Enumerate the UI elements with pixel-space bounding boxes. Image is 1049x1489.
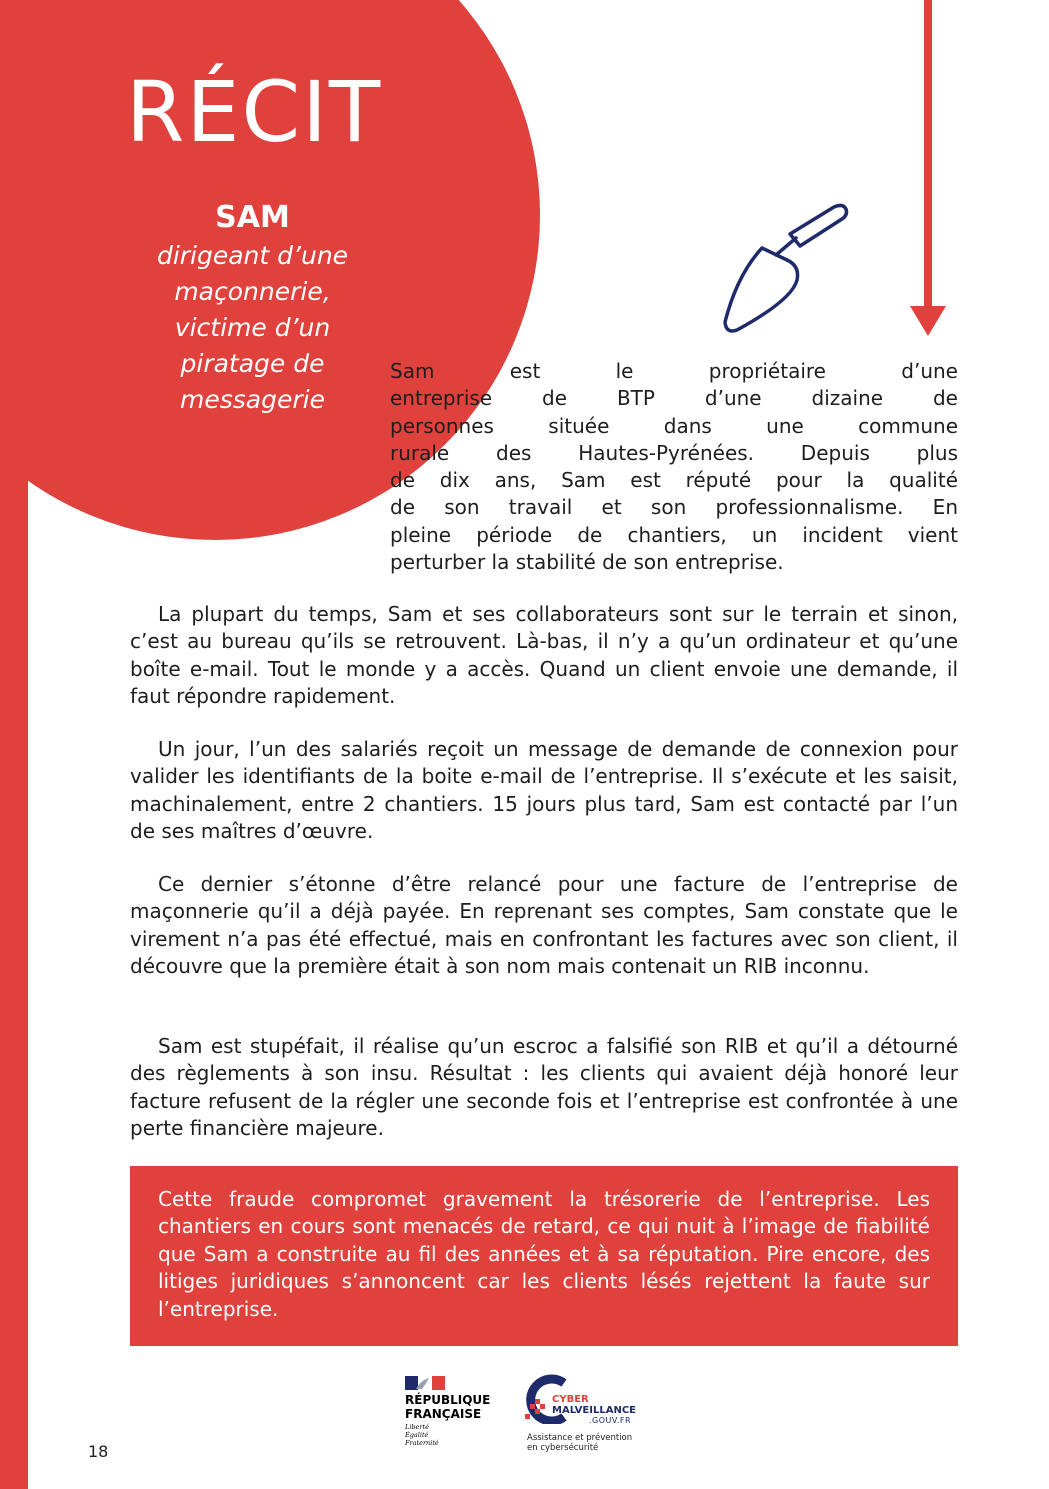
intro-line: pleine période de chantiers, un incident vient	[390, 522, 958, 547]
intro-line: Sam est le propriétaire d’une	[390, 359, 958, 383]
page-title: RÉCIT	[126, 63, 383, 161]
body-paragraph-4: Sam est stupéfait, il réalise qu’un escroc a falsifié son RIB et qu’il a détourné des règlements à son insu. Résultat : les clients qui avaient déjà honoré leur facture refusent de la régler une seconde fois et l’entreprise est confrontée à une perte financière majeure.	[130, 1034, 958, 1140]
body-paragraph-1: La plupart du temps, Sam et ses collaborateurs sont sur le terrain et sinon, c’est au bureau qu’ils se retrouvent. Là-bas, il n’y a qu’un ordinateur et qu’une boîte e-mail. Tout le monde y a accès. Quand un client envoie une demande, il faut répondre rapidement.	[130, 602, 958, 708]
intro-text	[390, 358, 958, 576]
body-paragraph-2: Un jour, l’un des salariés reçoit un message de demande de connexion pour valider les identifiants de la boite e-mail de l’entreprise. Il s’exécute et les saisit, machinalement, entre 2 chantiers. 15 jours plus tard, Sam est contacté par l’un de ses maîtres d’œuvre.	[130, 737, 958, 843]
arrow-down-icon	[924, 0, 932, 310]
trowel-icon	[712, 200, 857, 340]
intro-line: entreprise de BTP d’une dizaine de	[390, 386, 958, 411]
intro-line: rurale des Hautes-Pyrénées. Depuis plus	[390, 440, 958, 465]
cybermalveillance-logo	[520, 1374, 670, 1464]
callout-box	[130, 1166, 958, 1346]
intro-line: personnes située dans une commune	[390, 413, 958, 438]
body-paragraph-3: Ce dernier s’étonne d’être relancé pour une facture de l’entreprise de maçonnerie qu’il a déjà payée. En reprenant ses comptes, Sam constate que le virement n’a pas été effectué, mais en confrontant les factures avec son client, il découvre que la première était à son nom mais contenait un RIB inconnu.	[130, 872, 958, 978]
marianne-flag-icon	[405, 1376, 445, 1390]
callout-text: Cette fraude compromet gravement la trésorerie de l’entreprise. Les chantiers en cours sont menacés de retard, ce qui nuit à l’image de fiabilité que Sam a construite au fil des années et à sa réputation. Pire encore, des litiges juridiques s’annoncent car les clients lésés rejettent la faute sur l’entreprise.	[158, 1187, 930, 1321]
person-description: dirigeant d’une maçonnerie, victime d’un piratage de messagerie	[156, 241, 349, 414]
intro-line: de dix ans, Sam est réputé pour la qualité	[390, 468, 958, 493]
person-name: SAM	[215, 200, 290, 235]
intro-line: de son travail et son professionnalisme. En	[390, 495, 958, 520]
rf-motto: Liberté Égalité Fraternité	[405, 1423, 439, 1447]
republique-francaise-logo	[405, 1374, 515, 1464]
cybermalveillance-wordmark: CYBER MALVEILLANCE	[552, 1394, 636, 1416]
rf-name: RÉPUBLIQUE FRANÇAISE	[405, 1393, 491, 1421]
cybermalveillance-tagline: Assistance et prévention en cybersécurité	[527, 1433, 633, 1453]
arrow-head	[910, 306, 946, 336]
intro-line: perturber la stabilité de son entreprise.	[390, 550, 784, 575]
page-number: 18	[88, 1442, 109, 1461]
cybermalveillance-domain: .GOUV.FR	[589, 1416, 632, 1425]
